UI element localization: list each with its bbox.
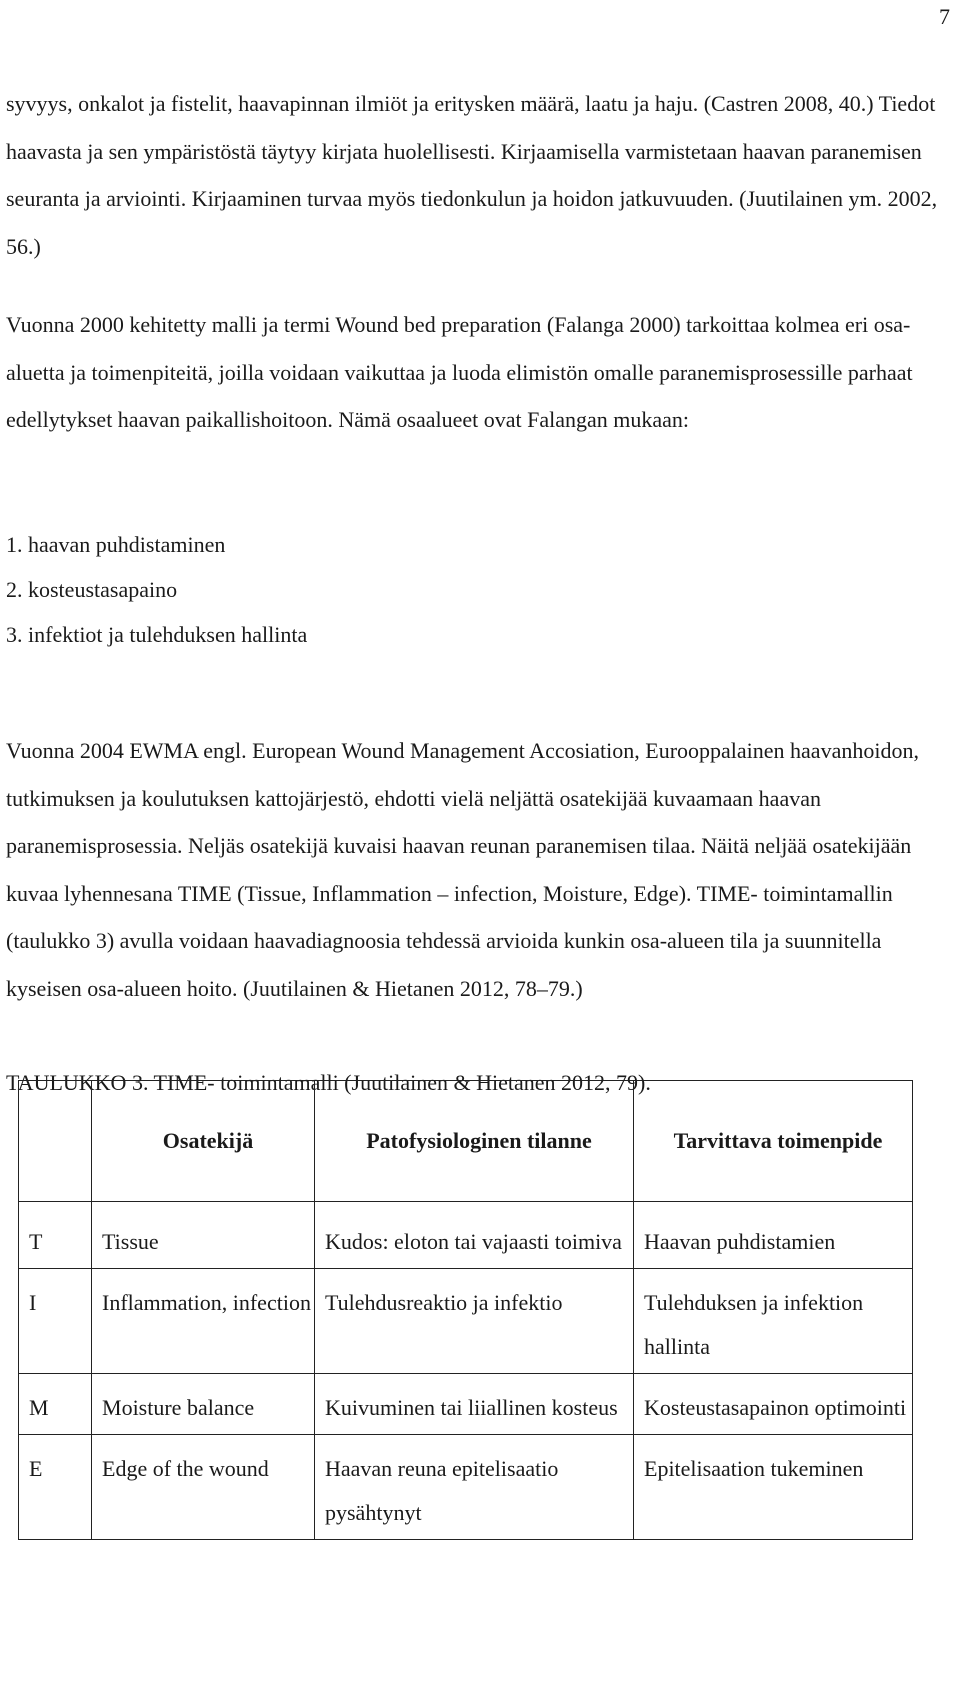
list-item: 2. kosteustasapaino bbox=[6, 577, 178, 602]
row-toim: Epitelisaation tukeminen bbox=[634, 1435, 913, 1540]
paragraph-wound-bed-preparation: Vuonna 2000 kehitetty malli ja termi Wound bed preparation (Falanga 2000) tarkoittaa kolmea eri osa-aluetta ja toimenpiteitä, joilla voidaan vaikuttaa ja luoda elimistön omalle paranemisprosessille parhaat edellytykset haavan paikallishoitoon. Nämä osaalueet ovat Falangan mukaan: bbox=[6, 312, 913, 432]
page-number: 7 bbox=[939, 4, 950, 29]
row-term bbox=[92, 1202, 315, 1269]
row-toim: Tulehduksen ja infektion hallinta bbox=[634, 1269, 913, 1374]
table-row bbox=[19, 1374, 913, 1435]
table-row bbox=[19, 1269, 913, 1374]
header-toimenpide: Tarvittava toimenpide bbox=[634, 1081, 913, 1202]
row-letter: M bbox=[19, 1374, 92, 1435]
term-rest: nflammation, infection bbox=[109, 1290, 311, 1315]
row-toim: Kosteustasapainon optimointi bbox=[634, 1374, 913, 1435]
table-row bbox=[19, 1202, 913, 1269]
row-term bbox=[92, 1269, 315, 1374]
term-initial: I bbox=[102, 1290, 110, 1315]
row-term bbox=[92, 1435, 315, 1540]
row-letter: E bbox=[19, 1435, 92, 1540]
term-rest: oisture balance bbox=[121, 1395, 255, 1420]
term-initial: M bbox=[102, 1395, 122, 1420]
table-caption: TAULUKKO 3. TIME- toimintamalli (Juutilainen & Hietanen 2012, 79). bbox=[6, 1070, 651, 1095]
header-letter bbox=[19, 1081, 92, 1202]
row-pato: Kuivuminen tai liiallinen kosteus bbox=[315, 1374, 634, 1435]
row-pato: Tulehdusreaktio ja infektio bbox=[315, 1269, 634, 1374]
paragraph-ewma-time: Vuonna 2004 EWMA engl. European Wound Management Accosiation, Eurooppalainen haavanhoidon, tutkimuksen ja koulutuksen kattojärjestö, ehdotti vielä neljättä osatekijää kuvaamaan haavan paranemisprosessia. Neljäs osatekijä kuvaisi haavan reunan paranemisen tilaa. Näitä neljää osatekijään kuvaa lyhennesana TIME (Tissue, Inflammation – infection, Moisture, Edge). TIME- toimintamallin (taulukko 3) avulla voidaan haavadiagnoosia tehdessä arvioida kunkin osa-alueen tila ja suunnitella kyseisen osa-alueen hoito. (Juutilainen & Hietanen 2012, 78–79.) bbox=[6, 738, 919, 1001]
header-patofysiologinen: Patofysiologinen tilanne bbox=[315, 1081, 634, 1202]
term-initial: E bbox=[102, 1456, 116, 1481]
row-pato: Haavan reuna epitelisaatio pysähtynyt bbox=[315, 1435, 634, 1540]
table-row bbox=[19, 1435, 913, 1540]
header-osatekija: Osatekijä bbox=[92, 1081, 315, 1202]
table-header-row bbox=[19, 1081, 913, 1202]
row-term bbox=[92, 1374, 315, 1435]
term-initial: T bbox=[102, 1229, 115, 1254]
row-letter: I bbox=[19, 1269, 92, 1374]
list-item: 1. haavan puhdistaminen bbox=[6, 532, 226, 557]
paragraph-wound-documentation: syvyys, onkalot ja fistelit, haavapinnan ilmiöt ja eritysken määrä, laatu ja haju. (Castren 2008, 40.) Tiedot haavasta ja sen ympäristöstä täytyy kirjata huolellisesti. Kirjaamisella varmistetaan haavan paranemisen seuranta ja arviointi. Kirjaaminen turvaa myös tiedonkulun ja hoidon jatkuvuuden. (Juutilainen ym. 2002, 56.) bbox=[6, 91, 938, 259]
term-rest: issue bbox=[114, 1229, 159, 1254]
row-letter: T bbox=[19, 1202, 92, 1269]
list-item: 3. infektiot ja tulehduksen hallinta bbox=[6, 622, 308, 647]
row-toim: Haavan puhdistamien bbox=[634, 1202, 913, 1269]
time-model-table bbox=[18, 1080, 913, 1540]
falanga-list bbox=[6, 522, 307, 657]
row-pato: Kudos: eloton tai vajaasti toimiva bbox=[315, 1202, 634, 1269]
term-rest: dge of the wound bbox=[115, 1456, 269, 1481]
